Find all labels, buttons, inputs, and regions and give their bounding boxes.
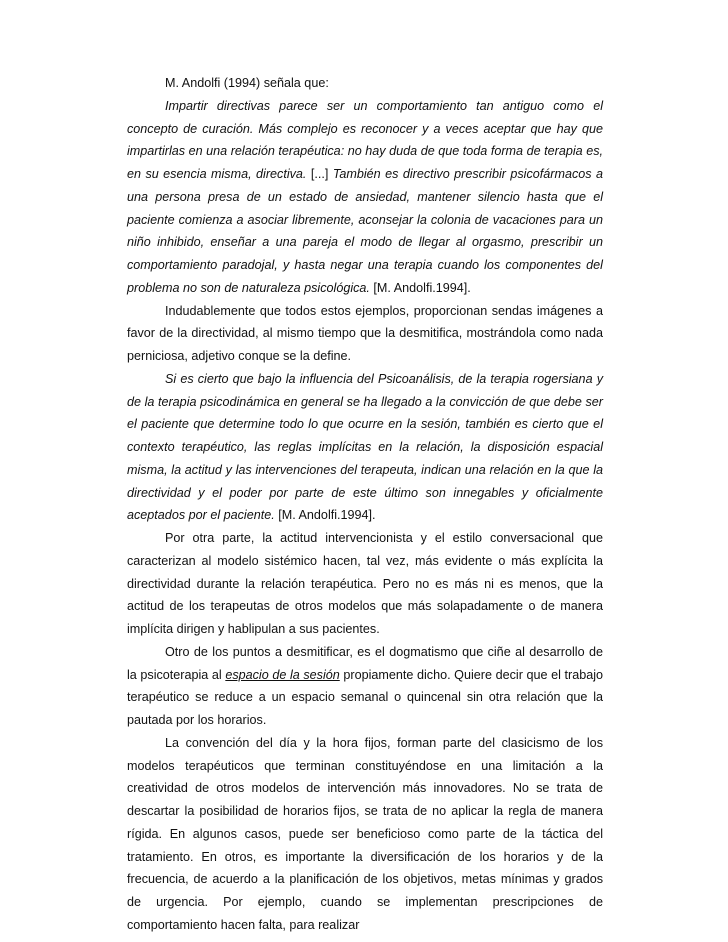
text-segment: propiamente dicho. Quiere decir que el trabajo terapéutico se reduce a un espacio semanal o quincenal sin otra relación que la pautada por los horarios. (127, 667, 604, 727)
text-segment: La convención del día y la hora fijos, forman parte del clasicismo de los modelos terapéuticos que terminan constituyéndose en una limitación a la creatividad de otros modelos de intervención más innovadores. No se trata de descartar la posibilidad de horarios fijos, se trata de no aplicar la regla de manera rígida. En algunos casos, puede ser beneficioso como parte de la táctica del tratamiento. En otros, es importante la diversificación de los horarios y de la frecuencia, de acuerdo a la planificación de los objetivos, metas mínimas y grados de urgencia. Por ejemplo, cuando se implementan prescripciones de comportamiento hacen falta, para realizar (127, 735, 603, 932)
text-segment: Por otra parte, la actitud intervencionista y el estilo conversacional que caracterizan al modelo sistémico hacen, tal vez, más evidente o más explícita la directividad durante la relación terapéutica. Pero no es más ni es menos, que la actitud de los terapeutas de otros modelos que más solapadamente o de manera implícita dirigen y hablipulan a sus pacientes. (127, 531, 603, 636)
paragraph-quote-andolfi-2 (127, 368, 603, 527)
quote-segment: Si es cierto que bajo la influencia del Psicoanálisis, de la terapia rogersiana y de la terapia psicodinámica en general se ha llegado a la convicción de que debe ser el paciente que determine todo lo que ocurre en la sesión, también es cierto que el contexto terapéutico, las reglas implícitas en la relación, la disposición espacial misma, la actitud y las intervenciones del terapeuta, indican una relación en la que la directividad y el poder por parte de este último son innegables y oficialmente aceptados por el paciente. (127, 371, 603, 523)
underlined-term: espacio de la sesión (225, 667, 340, 682)
quote-segment: Impartir directivas parece ser un comportamiento tan antiguo como el concepto de curación. Más complejo es reconocer y a veces aceptar que hay que impartirlas en una relación terapéutica: no hay duda de que toda forma de terapia es, en su esencia misma, directiva. (127, 98, 603, 181)
ellipsis-segment: [...] (306, 167, 333, 181)
text-segment: M. Andolfi (1994) señala que: (165, 76, 329, 90)
quote-segment: También es directivo prescribir psicofármacos a una persona presa de un estado de ansiedad, mantener silencio hasta que el paciente comienza a asociar libremente, aconsejar la colonia de vacaciones para un niño inhibido, enseñar a una pareja el modo de llegar al orgasmo, prescribir un comportamiento paradojal, y hasta negar una terapia cuando los componentes del problema no son de naturaleza psicológica. (127, 167, 604, 295)
paragraph-horarios (127, 732, 603, 937)
citation-segment: [M. Andolfi.1994]. (274, 508, 376, 523)
paragraph-directividad (127, 300, 603, 368)
paragraph-modelo-sistemico (127, 527, 603, 641)
citation-segment: [M. Andolfi.1994]. (369, 280, 471, 295)
paragraph-intro (127, 72, 603, 95)
text-segment: Otro de los puntos a desmitificar, es el dogmatismo que ciñe al desarrollo de la psicoterapia al (127, 644, 603, 682)
paragraph-espacio-sesion (127, 641, 603, 732)
paragraph-quote-andolfi-1 (127, 95, 603, 300)
document-page (127, 72, 603, 937)
text-segment: Indudablemente que todos estos ejemplos, proporcionan sendas imágenes a favor de la directividad, al mismo tiempo que la desmitifica, mostrándola como nada perniciosa, adjetivo conque se la define. (127, 303, 603, 363)
